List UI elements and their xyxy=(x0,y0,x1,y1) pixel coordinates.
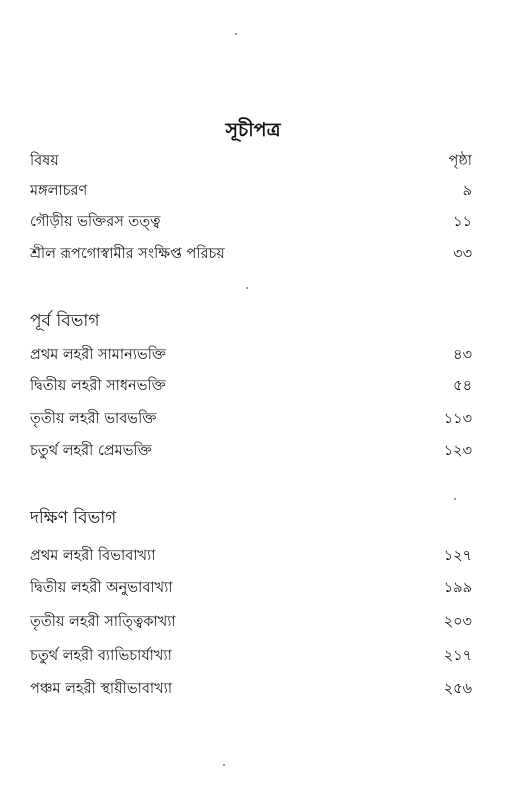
toc-entry xyxy=(30,440,472,464)
toc-entry-label: শ্রীল রূপগোস্বামীর সংক্ষিপ্ত পরিচয় xyxy=(30,246,225,262)
toc-entry xyxy=(30,577,472,601)
toc-entry-label: প্রথম লহরী সামান্যভক্তি xyxy=(30,347,166,363)
toc-entry-label: গৌড়ীয় ভক্তিরস তত্ত্ব xyxy=(30,214,161,230)
toc-entry xyxy=(30,645,472,669)
toc-entry-page: ২৫৬ xyxy=(443,681,472,697)
toc-entry xyxy=(30,611,472,635)
page-column-header: পৃষ্ঠা xyxy=(448,153,472,169)
toc-entry xyxy=(30,678,472,702)
toc-entry-page: ৩৩ xyxy=(453,246,472,262)
scan-speck xyxy=(246,287,248,289)
scan-speck xyxy=(223,764,225,766)
toc-entry xyxy=(30,408,472,432)
toc-entry xyxy=(30,545,472,569)
subject-column-header: বিষয় xyxy=(30,153,59,169)
toc-entry-label: প্রথম লহরী বিভাবাখ্যা xyxy=(30,548,156,564)
toc-entry-label: চতুর্থ লহরী ব্যাভিচার্যাখ্যা xyxy=(30,648,172,664)
scan-speck xyxy=(235,33,237,35)
toc-entry-page: ১২৭ xyxy=(443,548,472,564)
toc-entry-label: মঙ্গলাচরণ xyxy=(30,183,88,199)
toc-header-row xyxy=(30,150,472,174)
toc-entry-page: ১২৩ xyxy=(443,443,472,459)
toc-entry-label: পঞ্চম লহরী স্থায়ীভাবাখ্যা xyxy=(30,681,173,697)
toc-entry-page: ১১ xyxy=(453,214,472,230)
toc-entry-label: দ্বিতীয় লহরী অনুভাবাখ্যা xyxy=(30,580,173,596)
toc-entry-page: ২১৭ xyxy=(443,648,472,664)
toc-entry-page: ৫৪ xyxy=(453,378,472,394)
toc-entry-label: দ্বিতীয় লহরী সাধনভক্তি xyxy=(30,378,166,394)
toc-entry-label: তৃতীয় লহরী ভাবভক্তি xyxy=(30,411,157,427)
page-title: সূচীপত্র xyxy=(225,119,281,141)
toc-entry xyxy=(30,344,472,368)
toc-entry xyxy=(30,211,472,235)
toc-entry-page: ১৯৯ xyxy=(443,580,472,596)
toc-entry-page: ১১৩ xyxy=(443,411,472,427)
toc-entry-page: ৯ xyxy=(462,183,472,199)
toc-entry-page: ২০৩ xyxy=(443,614,472,630)
toc-entry xyxy=(30,243,472,267)
toc-entry xyxy=(30,180,472,204)
scan-speck xyxy=(454,498,456,500)
toc-entry xyxy=(30,375,472,399)
section-heading: পূর্ব বিভাগ xyxy=(30,311,100,331)
toc-entry-label: চতুর্থ লহরী প্রেমভক্তি xyxy=(30,443,152,459)
section-heading: দক্ষিণ বিভাগ xyxy=(30,508,117,528)
toc-entry-label: তৃতীয় লহরী সাত্ত্বিকাখ্যা xyxy=(30,614,176,630)
toc-entry-page: ৪৩ xyxy=(453,347,472,363)
